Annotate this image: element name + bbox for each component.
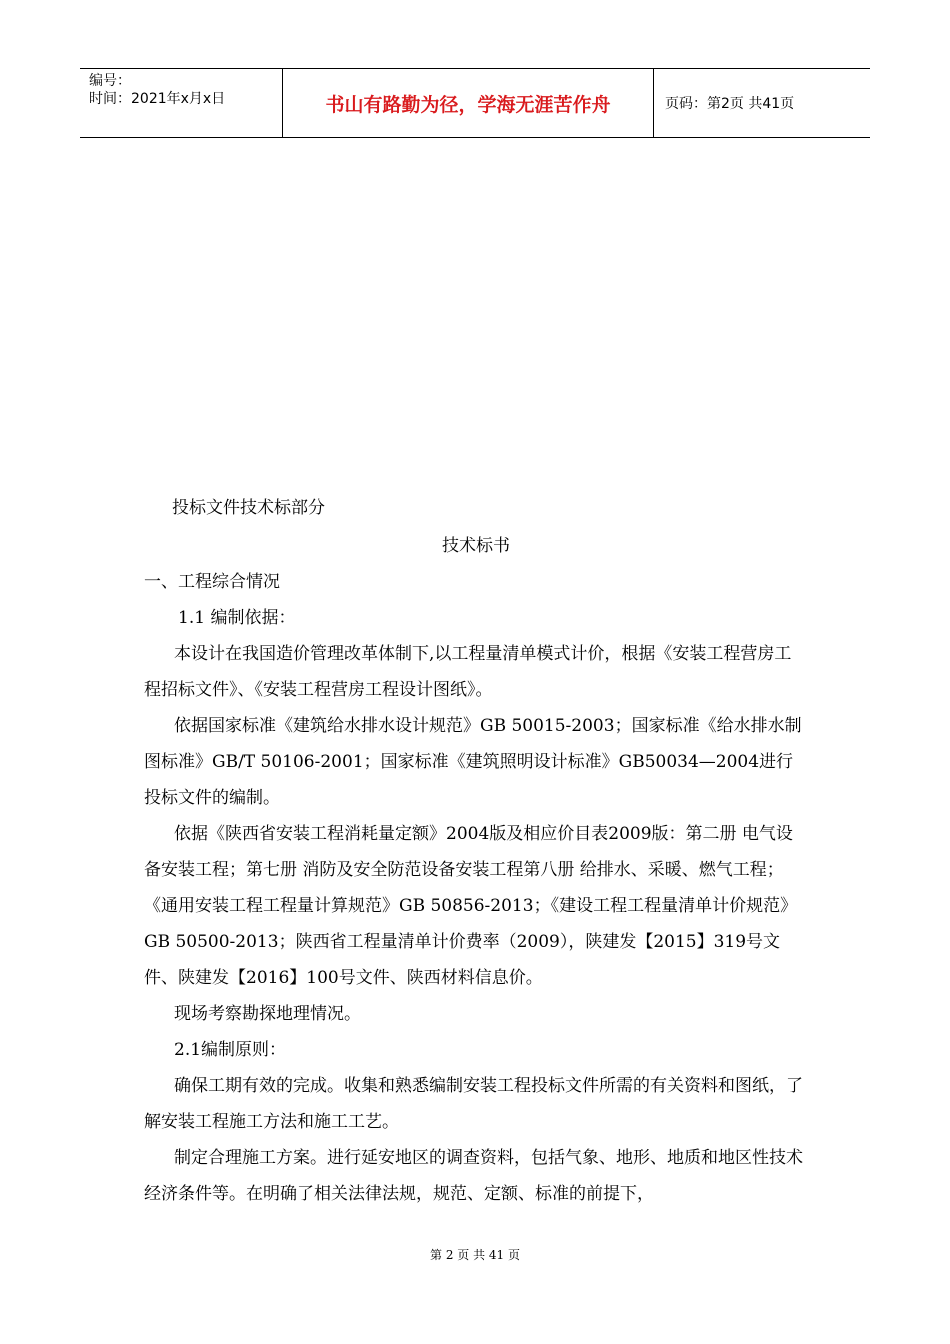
header-page-info	[653, 69, 870, 137]
paragraph-3: 依据《陕西省安装工程消耗量定额》2004版及相应价目表2009版：第二册 电气设备安装工程；第七册 消防及安全防范设备安装工程第八册 给排水、采暖、燃气工程；《通用安装工程工程量计算规范》GB 50856-2013；《建设工程工程量清单计价规范》GB 50500-2013；陕西省工程量清单计价费率（2009），陕建发【2015】319号文件、陕建发【2016】100号文件、陕西材料信息价。	[144, 824, 798, 988]
section-label: 投标文件技术标部分	[172, 498, 325, 518]
heading-1: 一、工程综合情况	[144, 572, 280, 592]
page-info-text: 页码：第2页 共41页	[665, 96, 795, 112]
subheading-2: 2.1编制原则：	[174, 1040, 287, 1060]
paragraph-1: 本设计在我国造价管理改革体制下,以工程量清单模式计价，根据《安装工程营房工程招标文件》、《安装工程营房工程设计图纸》。	[144, 644, 792, 700]
document-body	[144, 490, 808, 1212]
paragraph-4: 现场考察勘探地理情况。	[174, 1004, 361, 1024]
paragraph-6: 制定合理施工方案。进行延安地区的调查资料，包括气象、地形、地质和地区性技术经济条件等。在明确了相关法律法规，规范、定额、标准的前提下，	[144, 1148, 803, 1204]
time-label: 时间：2021年x月x日	[89, 91, 226, 107]
number-label: 编号：	[89, 73, 131, 89]
header-meta	[80, 69, 282, 137]
page-header	[80, 68, 870, 138]
paragraph-5: 确保工期有效的完成。收集和熟悉编制安装工程投标文件所需的有关资料和图纸，了解安装工程施工方法和施工工艺。	[144, 1076, 803, 1132]
header-motto: 书山有路勤为径，学海无涯苦作舟	[282, 69, 654, 137]
subheading-1: 1.1 编制依据：	[178, 608, 296, 628]
page-footer: 第 2 页 共 41 页	[430, 1248, 520, 1262]
paragraph-2: 依据国家标准《建筑给水排水设计规范》GB 50015-2003；国家标准《给水排水制图标准》GB/T 50106-2001；国家标准《建筑照明设计标准》GB50034—2004进行投标文件的编制。	[144, 716, 802, 808]
document-title: 技术标书	[442, 536, 510, 556]
